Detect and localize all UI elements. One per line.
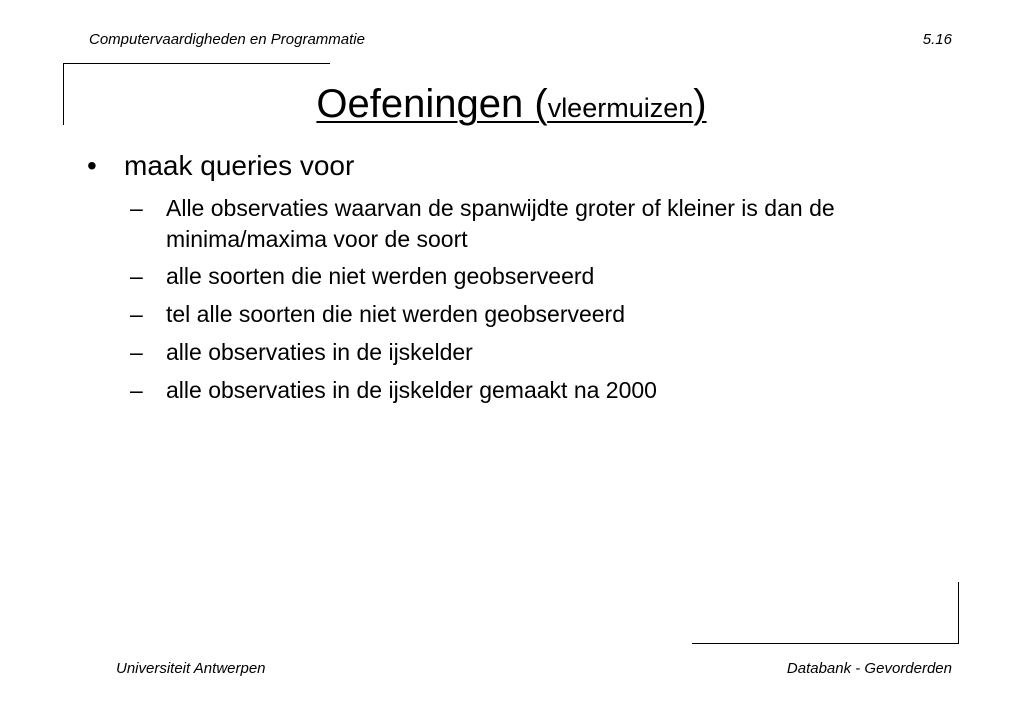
footer-institution: Universiteit Antwerpen: [116, 660, 266, 677]
sub-item-marker: –: [130, 195, 143, 221]
sub-item-text: alle observaties in de ijskelder gemaakt na 2000: [166, 377, 657, 403]
sub-item-text: alle soorten die niet werden geobserveerd: [166, 263, 595, 289]
bottom-right-corner-rule-horizontal: [692, 643, 959, 644]
bullet-text: maak queries voor: [124, 150, 355, 181]
bullet-marker: •: [87, 150, 97, 181]
sub-item-marker: –: [130, 263, 143, 289]
top-left-corner-rule-horizontal: [63, 63, 330, 64]
sub-item-marker: –: [130, 301, 143, 327]
sub-item: [130, 375, 950, 406]
sub-item-marker: –: [130, 339, 143, 365]
sub-item-text: Alle observaties waarvan de spanwijdte groter of kleiner is dan de minima/maxima voor de soort: [166, 195, 835, 252]
sub-item-text: alle observaties in de ijskelder: [166, 339, 473, 365]
slide-title-close: ): [693, 82, 707, 126]
sub-item-text: tel alle soorten die niet werden geobserveerd: [166, 301, 626, 327]
header-course-title: Computervaardigheden en Programmatie: [89, 31, 365, 48]
slide-title: [0, 82, 1023, 127]
sub-item: [130, 299, 950, 330]
bottom-right-corner-rule-vertical: [958, 582, 959, 644]
footer-course-part: Databank - Gevorderden: [786, 660, 952, 677]
sub-item-marker: –: [130, 377, 143, 403]
sub-item: [130, 261, 950, 292]
slide-title-subject: vleermuizen: [547, 93, 694, 123]
sub-item: [130, 193, 950, 255]
sub-item: [130, 337, 950, 368]
slide-title-main: Oefeningen (: [316, 82, 548, 126]
slide-number: 5.16: [922, 31, 952, 48]
bullet-item: [87, 150, 354, 182]
